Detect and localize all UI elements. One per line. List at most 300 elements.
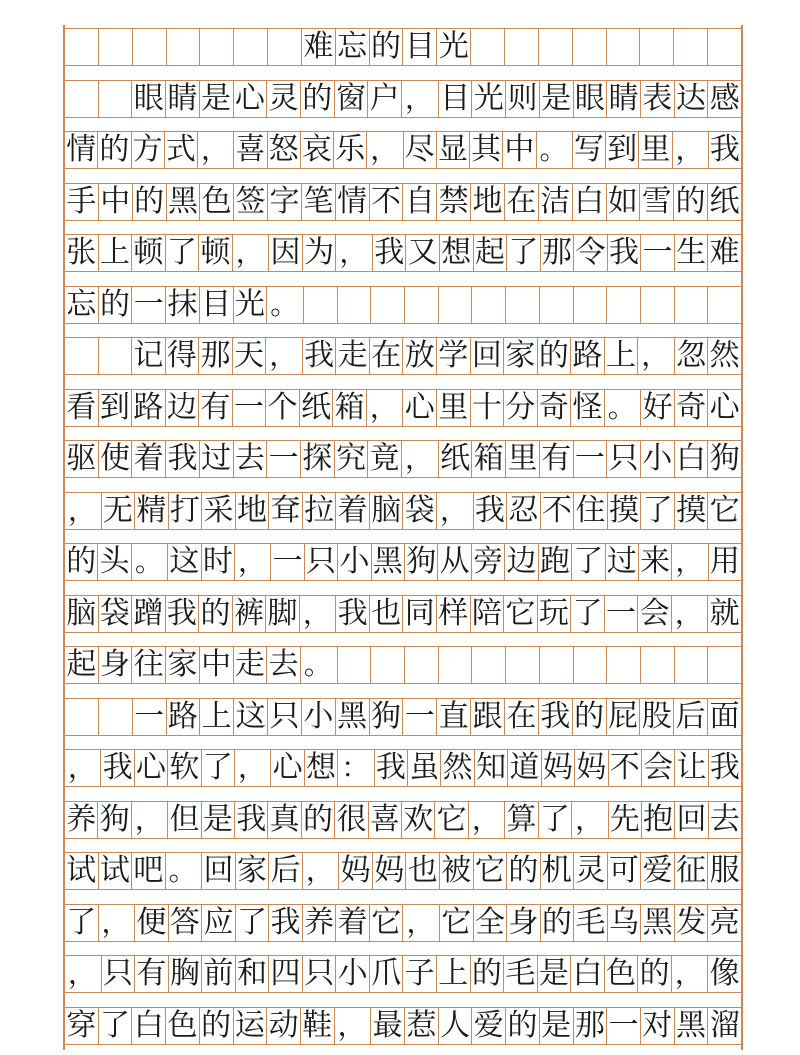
grid-cell: 对 — [641, 1008, 675, 1044]
grid-cell: ， — [132, 802, 168, 838]
grid-cell: 走 — [336, 338, 370, 374]
grid-cell: ， — [198, 132, 234, 168]
grid-row — [65, 234, 741, 272]
grid-cell: 精 — [135, 493, 169, 529]
grid-cell: 试 — [99, 853, 133, 889]
grid-cell: 一 — [233, 390, 267, 426]
grid-cell: 白 — [573, 184, 607, 220]
grid-cell: 的 — [638, 956, 672, 992]
grid-cell: 里 — [506, 441, 540, 477]
grid-cell: 摸 — [608, 493, 642, 529]
grid-row — [65, 904, 741, 942]
grid-cell: 这 — [168, 544, 201, 580]
grid-cell: 抱 — [642, 802, 675, 838]
grid-cell: 字 — [268, 184, 302, 220]
grid-cell: 那 — [541, 235, 575, 271]
grid-cell: 狗 — [370, 699, 404, 735]
grid-cell: 白 — [571, 956, 605, 992]
grid-cell: 它 — [435, 802, 468, 838]
grid-cell: 光 — [437, 29, 471, 65]
grid-cell: 过 — [200, 441, 234, 477]
grid-cell: 竟 — [368, 441, 402, 477]
grid-cell: ， — [235, 750, 271, 786]
grid-cell: 灵 — [267, 81, 301, 117]
grid-cell: 家 — [504, 338, 538, 374]
grid-cell: 去 — [267, 647, 301, 683]
grid-cell: 知 — [475, 750, 508, 786]
grid-cell: 我 — [101, 750, 134, 786]
grid-cell: 好 — [641, 390, 675, 426]
grid-cell: 又 — [406, 235, 440, 271]
grid-cell: 吧 — [132, 853, 166, 889]
grid-cell: 面 — [709, 698, 740, 734]
grid-cell: 是 — [540, 1008, 574, 1044]
grid-cell: 脑 — [370, 493, 404, 529]
grid-cell — [439, 287, 473, 323]
grid-cell: 屁 — [607, 699, 641, 735]
grid-cell: 尽 — [404, 132, 437, 168]
grid-cell: 喜 — [369, 802, 402, 838]
grid-cell: 。 — [301, 647, 338, 683]
grid-cell: 我 — [166, 596, 200, 632]
grid-cell: 也 — [406, 853, 440, 889]
grid-cell: 了 — [572, 544, 605, 580]
grid-cell — [505, 29, 539, 65]
grid-row — [65, 801, 741, 839]
grid-cell: 的 — [541, 905, 575, 941]
grid-cell — [708, 647, 741, 683]
grid-cell: ， — [99, 905, 136, 941]
grid-cell: 只 — [607, 441, 641, 477]
grid-cell: 会 — [642, 750, 675, 786]
grid-cell: 养 — [65, 802, 98, 838]
grid-cell — [675, 287, 709, 323]
grid-cell: 睛 — [166, 81, 200, 117]
grid-cell: ， — [672, 544, 708, 580]
grid-cell: 了 — [166, 235, 200, 271]
grid-cell: 因 — [269, 235, 303, 271]
grid-row — [65, 440, 741, 478]
grid-cell: 是 — [200, 81, 234, 117]
grid-cell: 看 — [65, 390, 99, 426]
grid-cell: 黑 — [336, 699, 370, 735]
grid-cell: ， — [336, 235, 373, 271]
grid-cell — [133, 29, 167, 65]
grid-cell: 采 — [202, 493, 236, 529]
grid-cell: 起 — [474, 235, 508, 271]
grid-cell: 鞋 — [301, 1008, 335, 1044]
grid-cell: 洁 — [539, 184, 573, 220]
grid-cell: 陪 — [471, 596, 505, 632]
grid-cell: 后 — [269, 853, 303, 889]
grid-cell: 耷 — [269, 493, 303, 529]
grid-cell: 直 — [437, 699, 471, 735]
grid-cell: 运 — [234, 1008, 268, 1044]
grid-cell: 的 — [65, 544, 98, 580]
grid-cell: 显 — [437, 132, 470, 168]
grid-cell: 先 — [609, 802, 642, 838]
grid-cell: 了 — [641, 493, 675, 529]
grid-row — [65, 646, 741, 684]
grid-cell: 眼 — [574, 81, 608, 117]
grid-cell — [200, 29, 234, 65]
grid-cell: 中 — [99, 184, 133, 220]
grid-cell: 灵 — [574, 853, 608, 889]
grid-cell: 子 — [403, 956, 437, 992]
grid-cell: 想 — [305, 750, 338, 786]
grid-cell: 妈 — [542, 750, 575, 786]
grid-cell: 小 — [336, 956, 370, 992]
grid-cell: 我 — [336, 596, 370, 632]
grid-cell: 摸 — [675, 493, 709, 529]
grid-cell: 着 — [336, 905, 370, 941]
grid-cell: 时 — [202, 544, 235, 580]
grid-cell: 了 — [236, 905, 270, 941]
grid-cell: ， — [672, 956, 709, 992]
grid-cell — [234, 29, 268, 65]
grid-cell: 但 — [168, 802, 201, 838]
grid-cell: 拉 — [303, 493, 337, 529]
grid-cell — [439, 647, 473, 683]
grid-cell — [708, 287, 741, 323]
grid-cell: 前 — [202, 956, 236, 992]
grid-cell: 色 — [166, 1008, 200, 1044]
grid-cell: ， — [638, 338, 675, 374]
grid-cell: 机 — [541, 853, 575, 889]
grid-cell — [607, 287, 641, 323]
grid-cell: 胸 — [169, 956, 203, 992]
grid-cell: 抹 — [166, 287, 200, 323]
grid-cell: 方 — [132, 132, 165, 168]
grid-cell: 顿 — [199, 235, 233, 271]
grid-cell: 住 — [574, 493, 608, 529]
grid-cell: 妈 — [575, 750, 608, 786]
grid-cell: 一 — [267, 441, 301, 477]
grid-cell: 同 — [403, 596, 437, 632]
grid-cell: 上 — [99, 235, 133, 271]
grid-cell: 里 — [639, 132, 672, 168]
grid-cell: 究 — [335, 441, 369, 477]
grid-cell: ， — [367, 390, 404, 426]
grid-cell: 我 — [375, 750, 408, 786]
grid-cell: 就 — [709, 595, 740, 631]
grid-cell: 箱 — [472, 441, 506, 477]
grid-cell: 我 — [474, 493, 508, 529]
grid-cell: 是 — [538, 956, 572, 992]
grid-cell: 爱 — [472, 1008, 506, 1044]
grid-row — [65, 543, 741, 581]
grid-cell: 到 — [606, 132, 639, 168]
grid-cell: 小 — [302, 699, 336, 735]
grid-cell: 乌 — [608, 905, 642, 941]
grid-cell: 户 — [368, 81, 402, 117]
grid-cell: 心 — [271, 750, 304, 786]
grid-cell: 只 — [303, 956, 337, 992]
grid-cell: 的 — [674, 184, 708, 220]
grid-cell: 只 — [305, 544, 338, 580]
grid-cell: 它 — [474, 853, 508, 889]
grid-cell — [371, 647, 405, 683]
grid-cell: ， — [335, 1008, 372, 1044]
grid-cell — [641, 647, 675, 683]
grid-cell: 白 — [675, 441, 709, 477]
grid-cell: 亮 — [709, 904, 740, 940]
grid-cell: 了 — [507, 235, 541, 271]
grid-cell: 最 — [371, 1008, 405, 1044]
grid-cell: 裤 — [233, 596, 267, 632]
grid-cell: 。 — [166, 853, 203, 889]
grid-cell — [65, 81, 99, 117]
grid-cell — [641, 287, 675, 323]
grid-cell: ， — [672, 596, 709, 632]
grid-cell: 狗 — [98, 802, 131, 838]
grid-cell: 的 — [471, 956, 505, 992]
grid-cell: 的 — [506, 1008, 540, 1044]
grid-cell: 它 — [709, 492, 740, 528]
grid-cell: 天 — [233, 338, 267, 374]
grid-cell: 毛 — [504, 956, 538, 992]
grid-cell: 可 — [608, 853, 642, 889]
grid-cell: 它 — [370, 905, 404, 941]
grid-cell: 的 — [370, 29, 404, 65]
grid-cell: 禁 — [437, 184, 471, 220]
grid-cell — [65, 338, 99, 374]
grid-cell: 乐 — [334, 132, 367, 168]
grid-cell: 纸 — [300, 390, 334, 426]
grid-cell: 了 — [202, 750, 235, 786]
grid-cell — [472, 287, 506, 323]
grid-cell — [573, 29, 607, 65]
grid-cell: ， — [65, 750, 101, 786]
grid-row — [65, 337, 741, 375]
grid-cell: 狗 — [405, 544, 438, 580]
grid-cell: 全 — [474, 905, 508, 941]
grid-cell: 表 — [641, 81, 675, 117]
grid-cell: 的 — [302, 802, 335, 838]
grid-cell: 情 — [65, 132, 98, 168]
grid-cell: 纸 — [439, 441, 473, 477]
title-row — [65, 28, 741, 66]
grid-cell: 着 — [132, 441, 166, 477]
grid-cell — [304, 287, 338, 323]
grid-cell: 跟 — [471, 699, 505, 735]
grid-cell: 不 — [541, 493, 575, 529]
grid-cell: 着 — [336, 493, 370, 529]
grid-cell: 上 — [437, 956, 471, 992]
grid-cell: 窗 — [335, 81, 369, 117]
grid-cell: 一 — [271, 544, 304, 580]
grid-cell: 小 — [338, 544, 371, 580]
grid-cell: 像 — [709, 956, 740, 991]
grid-cell: 令 — [574, 235, 608, 271]
grid-cell: 光 — [234, 287, 268, 323]
grid-cell: 毛 — [574, 905, 608, 941]
grid-cell: 睛 — [607, 81, 641, 117]
grid-cell: 道 — [508, 750, 541, 786]
grid-cell: 十 — [471, 390, 505, 426]
grid-cell — [607, 29, 641, 65]
grid-cell: 式 — [165, 132, 198, 168]
grid-cell: 了 — [99, 1008, 133, 1044]
grid-cell: 写 — [573, 132, 606, 168]
grid-cell: 的 — [573, 699, 607, 735]
grid-cell: 我 — [709, 750, 740, 785]
grid-row — [65, 852, 741, 890]
grid-cell: 四 — [269, 956, 303, 992]
grid-cell: 的 — [507, 853, 541, 889]
grid-cell: 达 — [675, 81, 709, 117]
grid-cell: 从 — [438, 544, 471, 580]
grid-cell: 雪 — [640, 184, 674, 220]
grid-cell: 身 — [507, 905, 541, 941]
grid-cell: ， — [233, 235, 270, 271]
grid-cell: 黑 — [641, 905, 675, 941]
grid-cell: 。 — [537, 132, 573, 168]
grid-cell: 人 — [439, 1008, 473, 1044]
grid-cell: 地 — [471, 184, 505, 220]
grid-cell: 过 — [606, 544, 639, 580]
grid-cell: 难 — [709, 235, 740, 270]
grid-cell: 为 — [303, 235, 337, 271]
grid-cell: 蹭 — [132, 596, 166, 632]
grid-cell — [99, 29, 133, 65]
grid-cell: 的 — [99, 287, 133, 323]
grid-cell: 了 — [539, 802, 572, 838]
grid-cell: 和 — [236, 956, 270, 992]
grid-cell: 中 — [503, 132, 536, 168]
grid-cell: ， — [437, 493, 474, 529]
grid-cell — [675, 647, 709, 683]
grid-cell: 脑 — [65, 596, 99, 632]
grid-cell — [65, 29, 99, 65]
grid-cell: 眼 — [132, 81, 166, 117]
grid-cell: 回 — [471, 338, 505, 374]
grid-row — [65, 183, 741, 221]
grid-cell: 忘 — [65, 287, 99, 323]
grid-cell: 光 — [472, 81, 506, 117]
grid-cell: 我 — [608, 235, 642, 271]
grid-cell: 张 — [65, 235, 99, 271]
grid-cell: 很 — [335, 802, 368, 838]
grid-cell: 路 — [167, 699, 201, 735]
grid-cell: 惹 — [405, 1008, 439, 1044]
grid-cell — [674, 29, 708, 65]
grid-cell — [539, 29, 573, 65]
grid-cell: 服 — [709, 853, 740, 888]
grid-cell: 一 — [133, 699, 167, 735]
grid-cell: 奇 — [675, 390, 709, 426]
grid-cell: 我 — [269, 905, 303, 941]
grid-row — [65, 1007, 741, 1045]
grid-cell: 脚 — [266, 596, 300, 632]
grid-cell: 溜 — [709, 1007, 740, 1043]
grid-cell: 如 — [607, 184, 641, 220]
grid-cell: ， — [300, 596, 337, 632]
grid-cell: 然 — [441, 750, 474, 786]
grid-cell: 色 — [605, 956, 639, 992]
grid-cell: 答 — [169, 905, 203, 941]
grid-cell: 则 — [506, 81, 540, 117]
grid-cell: 忘 — [336, 29, 370, 65]
grid-cell: ： — [338, 750, 374, 786]
grid-cell: 忽 — [675, 338, 709, 374]
grid-cell: 股 — [640, 699, 674, 735]
grid-cell — [338, 647, 372, 683]
grid-cell: 后 — [674, 699, 708, 735]
grid-cell: 来 — [639, 544, 672, 580]
grid-cell: 的 — [200, 1008, 234, 1044]
grid-cell: 征 — [675, 853, 709, 889]
grid-cell: 样 — [437, 596, 471, 632]
grid-cell: 得 — [166, 338, 200, 374]
grid-cell: 它 — [440, 905, 474, 941]
grid-cell — [640, 29, 674, 65]
grid-cell: 心 — [709, 389, 740, 425]
grid-cell: 袋 — [403, 493, 437, 529]
grid-cell: 不 — [609, 750, 642, 786]
grid-cell: 会 — [638, 596, 672, 632]
grid-cell: 欢 — [402, 802, 435, 838]
grid-cell: 试 — [65, 853, 99, 889]
grid-cell: 想 — [440, 235, 474, 271]
grid-cell: 袋 — [99, 596, 133, 632]
grid-cell: 妈 — [373, 853, 407, 889]
grid-cell: 身 — [99, 647, 133, 683]
grid-cell: 目 — [403, 29, 437, 65]
grid-cell: 黑 — [372, 544, 405, 580]
grid-cell: 那 — [199, 338, 233, 374]
grid-cell — [405, 647, 439, 683]
grid-cell: 签 — [234, 184, 268, 220]
grid-cell: 打 — [169, 493, 203, 529]
grid-cell: 心 — [403, 390, 437, 426]
grid-cell: 哀 — [301, 132, 334, 168]
grid-cell: 白 — [132, 1008, 166, 1044]
grid-cell: 养 — [303, 905, 337, 941]
grid-cell — [65, 699, 99, 735]
grid-cell: 喜 — [234, 132, 267, 168]
grid-cell: ， — [673, 132, 709, 168]
grid-cell: 其 — [470, 132, 503, 168]
grid-cell: 上 — [200, 699, 234, 735]
grid-row — [65, 389, 741, 427]
grid-cell: 学 — [437, 338, 471, 374]
grid-cell: 的 — [199, 596, 233, 632]
grid-cell: ， — [402, 81, 439, 117]
grid-cell: 让 — [675, 750, 708, 786]
grid-cell: 。 — [605, 390, 642, 426]
grid-cell: ， — [266, 338, 303, 374]
grid-cell: ， — [469, 802, 505, 838]
grid-cell: 软 — [168, 750, 201, 786]
grid-cell: 黑 — [675, 1008, 709, 1044]
grid-cell: 小 — [641, 441, 675, 477]
grid-cell: 中 — [200, 647, 234, 683]
grid-cell: 边 — [166, 390, 200, 426]
grid-cell: ， — [235, 544, 271, 580]
grid-cell: 手 — [65, 184, 99, 220]
grid-cell — [99, 699, 133, 735]
grid-row — [65, 749, 741, 787]
grid-cell: 无 — [102, 493, 136, 529]
grid-cell: 自 — [403, 184, 437, 220]
grid-cell: 我 — [373, 235, 407, 271]
grid-cell: 是 — [202, 802, 235, 838]
grid-cell: 然 — [709, 338, 740, 373]
grid-cell: 在 — [370, 338, 404, 374]
grid-cell: ， — [65, 493, 102, 529]
grid-cell: 我 — [539, 699, 573, 735]
